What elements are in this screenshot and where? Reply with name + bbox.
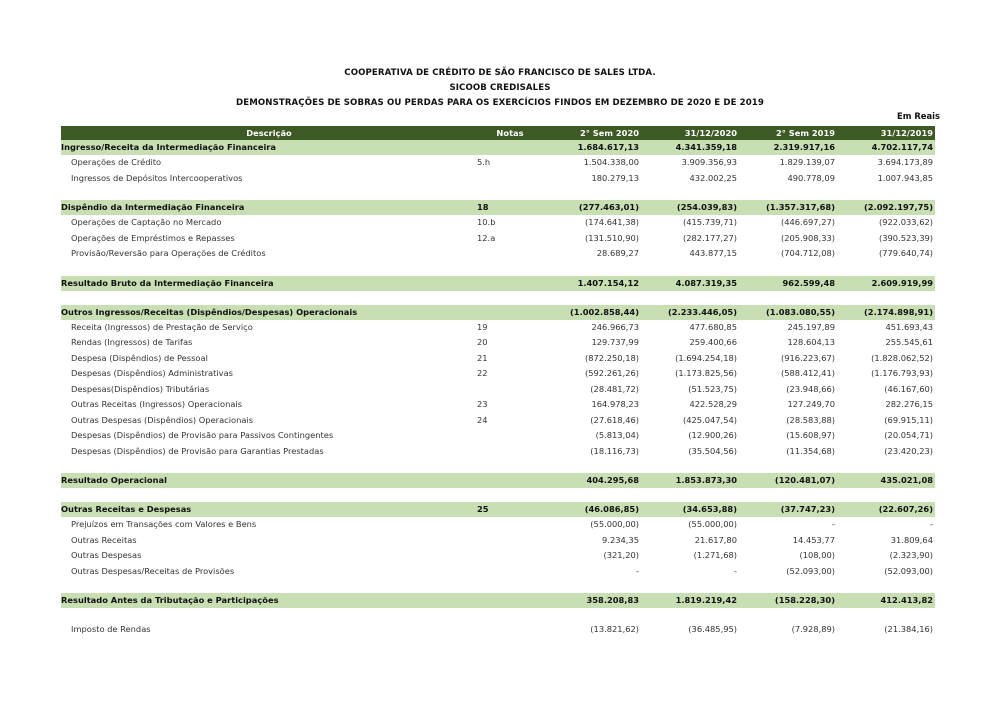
table-row: [61, 155, 935, 171]
row-description: Operações de Crédito: [71, 157, 162, 167]
value-31-12-2019: 282.276,15: [885, 399, 933, 409]
row-note-ref: 25: [477, 502, 543, 517]
value-2nd-sem-2019: 127.249,70: [787, 399, 835, 409]
spacer-row: [61, 459, 935, 473]
row-note-ref: [477, 593, 543, 608]
column-header-2nd-sem-2020: 2° Sem 2020: [543, 126, 641, 140]
value-2nd-sem-2020: 246.966,73: [591, 321, 639, 332]
value-2nd-sem-2019: (205.908,33): [781, 232, 835, 243]
value-2nd-sem-2019: 245.197,89: [787, 321, 835, 332]
row-note-ref: 19: [477, 321, 488, 332]
spacer-row: [61, 579, 935, 593]
row-note-ref: [477, 564, 543, 580]
spacer-cell: [61, 488, 935, 502]
value-31-12-2019: (390.523,39): [879, 232, 933, 243]
table-row: [61, 517, 935, 533]
column-header-notes: Notas: [477, 126, 543, 140]
value-31-12-2020: 3.909.356,93: [681, 157, 737, 167]
value-31-12-2020: (34.653,88): [641, 502, 739, 517]
value-31-12-2020: 477.680,85: [689, 321, 737, 332]
spacer-cell: [61, 608, 935, 622]
table-body: [61, 140, 935, 638]
value-2nd-sem-2020: 1.684.617,13: [543, 140, 641, 155]
value-31-12-2020: (1.694.254,18): [675, 352, 737, 363]
row-description: Operações de Empréstimos e Repasses: [71, 232, 235, 243]
value-2nd-sem-2020: 164.978,23: [591, 399, 639, 409]
value-2nd-sem-2020: 180.279,13: [591, 172, 639, 183]
value-2nd-sem-2020: 28.689,27: [596, 248, 639, 258]
value-2nd-sem-2020: (55.000,00): [590, 519, 639, 529]
row-description: Provisão/Reversão para Operações de Créditos: [71, 248, 266, 258]
row-note-ref: 24: [477, 414, 488, 425]
value-31-12-2019: (22.607,26): [837, 502, 935, 517]
table-row: [61, 413, 935, 429]
value-2nd-sem-2019: (108,00): [799, 550, 835, 560]
value-31-12-2019: -: [930, 519, 933, 529]
spacer-cell: [61, 459, 935, 473]
row-description: Resultado Antes da Tributação e Participações: [61, 593, 477, 608]
group-total-row: [61, 276, 935, 291]
value-31-12-2020: 259.400,66: [689, 337, 737, 347]
value-2nd-sem-2020: (277.463,01): [543, 200, 641, 215]
value-2nd-sem-2019: (23.948,66): [786, 383, 835, 394]
value-31-12-2020: -: [734, 565, 737, 576]
value-2nd-sem-2020: (131.510,90): [585, 232, 639, 243]
value-2nd-sem-2020: 9.234,35: [602, 534, 639, 545]
row-note-ref: 22: [477, 368, 488, 378]
row-description: Outras Despesas: [71, 550, 142, 560]
value-2nd-sem-2019: (588.412,41): [781, 368, 835, 378]
value-31-12-2019: (922.033,62): [879, 217, 933, 227]
value-31-12-2019: (21.384,16): [884, 624, 933, 634]
value-2nd-sem-2019: (37.747,23): [739, 502, 837, 517]
row-description: Outras Receitas: [71, 534, 137, 545]
value-2nd-sem-2019: (15.608,97): [786, 430, 835, 440]
row-note-ref: 20: [477, 337, 488, 347]
row-note-ref: [477, 622, 543, 638]
row-note-ref: [477, 382, 543, 398]
value-31-12-2019: (779.640,74): [879, 248, 933, 258]
spacer-row: [61, 262, 935, 276]
value-31-12-2020: 422.528,29: [689, 399, 737, 409]
row-description: Ingresso/Receita da Intermediação Financeira: [61, 140, 477, 155]
table-header-row: [61, 126, 935, 140]
value-2nd-sem-2020: 358.208,83: [543, 593, 641, 608]
value-2nd-sem-2020: (28.481,72): [590, 383, 639, 394]
spacer-row: [61, 488, 935, 502]
row-description: Outras Receitas (Ingressos) Operacionais: [71, 399, 243, 409]
table-row: [61, 397, 935, 413]
value-31-12-2019: 4.702.117,74: [837, 140, 935, 155]
value-31-12-2019: 435.021,08: [837, 473, 935, 488]
value-31-12-2020: (1.173.825,56): [675, 368, 737, 378]
value-31-12-2020: 443.877,15: [689, 248, 737, 258]
row-description: Receita (Ingressos) de Prestação de Serviço: [71, 321, 253, 332]
value-31-12-2020: (55.000,00): [688, 519, 737, 529]
value-2nd-sem-2020: (5.813,04): [595, 430, 639, 440]
value-2nd-sem-2019: 1.829.139,07: [779, 157, 835, 167]
row-note-ref: 5.h: [477, 157, 491, 167]
value-2nd-sem-2020: (13.821,62): [590, 624, 639, 634]
row-description: Outras Receitas e Despesas: [61, 502, 477, 517]
value-31-12-2019: (52.093,00): [884, 565, 933, 576]
value-2nd-sem-2020: 1.504.338,00: [583, 157, 639, 167]
value-31-12-2019: 1.007.943,85: [877, 172, 933, 183]
value-31-12-2020: 432.002,25: [689, 172, 737, 183]
table-row: [61, 215, 935, 231]
row-note-ref: [477, 473, 543, 488]
value-31-12-2020: 1.853.873,30: [641, 473, 739, 488]
row-description: Despesas(Dispêndios) Tributárias: [71, 383, 210, 394]
value-2nd-sem-2019: (11.354,68): [786, 445, 835, 456]
value-2nd-sem-2020: (18.116,73): [590, 445, 639, 456]
spacer-cell: [61, 262, 935, 276]
report-title-block: [0, 66, 1000, 111]
value-31-12-2019: (20.054,71): [884, 430, 933, 440]
table-row: [61, 246, 935, 262]
value-2nd-sem-2019: 2.319.917,16: [739, 140, 837, 155]
group-total-row: [61, 593, 935, 608]
table-row: [61, 231, 935, 247]
value-2nd-sem-2020: (321,20): [603, 550, 639, 560]
row-description: Dispêndio da Intermediação Financeira: [61, 200, 477, 215]
value-2nd-sem-2020: -: [636, 565, 639, 576]
value-2nd-sem-2020: 129.737,99: [591, 337, 639, 347]
table-row: [61, 548, 935, 564]
row-note-ref: 12.a: [477, 232, 496, 243]
row-note-ref: [477, 276, 543, 291]
table-row: [61, 428, 935, 444]
table-row: [61, 171, 935, 187]
value-31-12-2020: (2.233.446,05): [641, 305, 739, 320]
value-2nd-sem-2019: (28.583,88): [786, 414, 835, 425]
cooperative-name: SICOOB CREDISALES: [449, 83, 551, 93]
row-description: Resultado Bruto da Intermediação Financeira: [61, 276, 477, 291]
value-31-12-2019: 2.609.919,99: [837, 276, 935, 291]
value-2nd-sem-2019: 962.599,48: [739, 276, 837, 291]
value-31-12-2020: 4.087.319,35: [641, 276, 739, 291]
row-note-ref: [477, 548, 543, 564]
spacer-cell: [61, 291, 935, 305]
value-31-12-2019: (2.174.898,91): [837, 305, 935, 320]
value-31-12-2019: (2.323,90): [889, 550, 933, 560]
column-header-31-12-2019: 31/12/2019: [837, 126, 935, 140]
table-row: [61, 366, 935, 382]
value-31-12-2019: (46.167,60): [884, 383, 933, 394]
row-description: Despesas (Dispêndios) Administrativas: [71, 368, 233, 378]
row-note-ref: [477, 428, 543, 444]
value-31-12-2020: (36.485,95): [688, 624, 737, 634]
value-31-12-2020: 4.341.359,18: [641, 140, 739, 155]
value-31-12-2019: 31.809,64: [890, 534, 933, 545]
row-note-ref: [477, 171, 543, 187]
table-row: [61, 622, 935, 638]
value-2nd-sem-2020: 404.295,68: [543, 473, 641, 488]
value-2nd-sem-2019: (158.228,30): [739, 593, 837, 608]
row-description: Outras Despesas/Receitas de Provisões: [71, 565, 235, 576]
row-description: Operações de Captação no Mercado: [71, 217, 222, 227]
row-note-ref: [477, 517, 543, 533]
row-description: Prejuízos em Transações com Valores e Bens: [71, 519, 257, 529]
value-2nd-sem-2019: (704.712,08): [781, 248, 835, 258]
value-31-12-2020: 1.819.219,42: [641, 593, 739, 608]
row-description: Imposto de Rendas: [71, 624, 151, 634]
value-31-12-2019: (1.176.793,93): [871, 368, 933, 378]
value-2nd-sem-2019: (916.223,67): [781, 352, 835, 363]
value-31-12-2020: (51.523,75): [688, 383, 737, 394]
row-note-ref: 18: [477, 200, 543, 215]
value-31-12-2020: (1.271,68): [693, 550, 737, 560]
value-31-12-2020: (282.177,27): [683, 232, 737, 243]
spacer-cell: [61, 579, 935, 593]
table-row: [61, 351, 935, 367]
value-31-12-2020: (12.900,26): [688, 430, 737, 440]
column-header-31-12-2020: 31/12/2020: [641, 126, 739, 140]
value-31-12-2019: (23.420,23): [884, 445, 933, 456]
company-name: COOPERATIVA DE CRÉDITO DE SÃO FRANCISCO DE SALES LTDA.: [344, 68, 656, 78]
value-31-12-2020: 21.617,80: [694, 534, 737, 545]
spacer-row: [61, 608, 935, 622]
row-note-ref: 10.b: [477, 217, 496, 227]
value-2nd-sem-2019: (120.481,07): [739, 473, 837, 488]
row-note-ref: [477, 246, 543, 262]
spacer-cell: [61, 186, 935, 200]
row-note-ref: [477, 140, 543, 155]
value-31-12-2019: 451.693,43: [885, 321, 933, 332]
group-total-row: [61, 140, 935, 155]
value-31-12-2020: (35.504,56): [688, 445, 737, 456]
report-title: DEMONSTRAÇÕES DE SOBRAS OU PERDAS PARA OS EXERCÍCIOS FINDOS EM DEZEMBRO DE 2020 E DE 2019: [236, 98, 764, 108]
row-note-ref: [477, 533, 543, 549]
row-note-ref: 21: [477, 352, 488, 363]
value-2nd-sem-2019: (1.357.317,68): [739, 200, 837, 215]
group-total-row: [61, 200, 935, 215]
value-2nd-sem-2019: (52.093,00): [786, 565, 835, 576]
table-row: [61, 320, 935, 336]
value-2nd-sem-2020: (1.002.858,44): [543, 305, 641, 320]
row-description: Ingressos de Depósitos Intercooperativos: [71, 172, 243, 183]
row-description: Despesas (Dispêndios) de Provisão para Passivos Contingentes: [71, 430, 334, 440]
income-statement-table: [61, 126, 935, 638]
currency-unit-label: Em Reais: [897, 111, 940, 121]
value-31-12-2019: (69.915,11): [884, 414, 933, 425]
value-2nd-sem-2019: (7.928,89): [791, 624, 835, 634]
row-description: Outras Despesas (Dispêndios) Operacionais: [71, 414, 254, 425]
value-2nd-sem-2020: (592.261,26): [585, 368, 639, 378]
table-row: [61, 335, 935, 351]
table-row: [61, 382, 935, 398]
column-header-description: Descrição: [61, 126, 477, 140]
table-row: [61, 564, 935, 580]
row-note-ref: [477, 305, 543, 320]
value-2nd-sem-2019: (1.083.080,55): [739, 305, 837, 320]
value-2nd-sem-2019: 128.604,13: [787, 337, 835, 347]
value-2nd-sem-2019: (446.697,27): [781, 217, 835, 227]
value-2nd-sem-2019: 490.778,09: [787, 172, 835, 183]
row-description: Resultado Operacional: [61, 473, 477, 488]
value-2nd-sem-2020: 1.407.154,12: [543, 276, 641, 291]
group-total-row: [61, 502, 935, 517]
value-2nd-sem-2019: 14.453,77: [792, 534, 835, 545]
row-note-ref: 23: [477, 399, 488, 409]
value-31-12-2020: (254.039,83): [641, 200, 739, 215]
value-2nd-sem-2020: (174.641,38): [585, 217, 639, 227]
row-description: Outros Ingressos/Receitas (Dispêndios/Despesas) Operacionais: [61, 305, 477, 320]
table-row: [61, 444, 935, 460]
value-31-12-2020: (415.739,71): [683, 217, 737, 227]
spacer-row: [61, 291, 935, 305]
table-row: [61, 533, 935, 549]
row-note-ref: [477, 444, 543, 460]
value-2nd-sem-2019: -: [832, 519, 835, 529]
value-2nd-sem-2020: (872.250,18): [585, 352, 639, 363]
value-2nd-sem-2020: (27.618,46): [590, 414, 639, 425]
group-total-row: [61, 305, 935, 320]
value-2nd-sem-2020: (46.086,85): [543, 502, 641, 517]
row-description: Rendas (Ingressos) de Tarifas: [71, 337, 193, 347]
row-description: Despesas (Dispêndios) de Provisão para Garantias Prestadas: [71, 445, 324, 456]
value-31-12-2019: 412.413,82: [837, 593, 935, 608]
column-header-2nd-sem-2019: 2° Sem 2019: [739, 126, 837, 140]
value-31-12-2019: (1.828.062,52): [871, 352, 933, 363]
value-31-12-2019: 255.545,61: [885, 337, 933, 347]
value-31-12-2019: (2.092.197,75): [837, 200, 935, 215]
value-31-12-2019: 3.694.173,89: [877, 157, 933, 167]
value-31-12-2020: (425.047,54): [683, 414, 737, 425]
spacer-row: [61, 186, 935, 200]
group-total-row: [61, 473, 935, 488]
row-description: Despesa (Dispêndios) de Pessoal: [71, 352, 208, 363]
